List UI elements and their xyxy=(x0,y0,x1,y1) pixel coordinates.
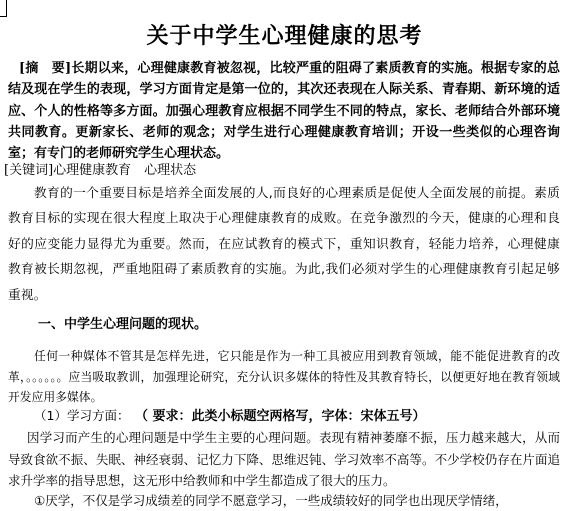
intro-paragraph: 教育的一个重要目标是培养全面发展的人,而良好的心理素质是促使人全面发展的前提。素质教育目标的实现在很大程度上取决于心理健康教育的成败。在竞争激烈的今天，健康的心理和良好的应变能力显得尤为重要。然而，在应试教育的模式下，重知识教育，轻能力培养，心理健康教育被长期忽视，严重地阻碍了素质教育的实施。为此,我们必须对学生的心理健康教育引起足够重视。 xyxy=(8,185,560,302)
media-paragraph: 任何一种媒体不管其是怎样先进，它只能是作为一种工具被应用到教育领域，能不能促进教育的改革，。。。。。。应当吸取教训，加强理论研究，充分认识多媒体的特性及其教育特长，以便更好地在教育领域开发应用多媒体。 xyxy=(8,349,560,404)
abstract-paragraph xyxy=(8,58,560,164)
abstract-label: [摘 要] xyxy=(19,61,72,76)
page-corner-mark xyxy=(0,0,7,17)
document-title: 关于中学生心理健康的思考 xyxy=(146,22,423,49)
keywords-label: [关键词] xyxy=(4,163,54,178)
subsection-label: （1）学习方面： xyxy=(34,408,130,423)
subsection-format-note: （ 要求：此类小标题空两格写，字体：宋体五号） xyxy=(141,409,426,424)
section-heading: 一、中学生心理问题的现状。 xyxy=(38,317,208,332)
abstract-text: 长期以来，心理健康教育被忽视，比较严重的阻碍了素质教育的实施。根据专家的总结及现在学生的表现，学习方面肯定是第一位的，其次还表现在人际关系、青春期、新环境的适应、个人的性格等多方面。加强心理教育应根据不同学生不同的特点，家长、老师结合外部环境共同教育。更新家长、老师的观念；对学生进行心理健康教育培训；开设一些类似的心理咨询室；有专门的老师研究学生心理状态。 xyxy=(8,61,560,162)
subsection-heading xyxy=(34,405,426,428)
keywords-line xyxy=(4,162,564,180)
study-paragraph: 因学习而产生的心理问题是中学生主要的心理问题。表现有精神萎靡不振，压力越来越大，从而导致食欲不振、失眠、神经衰弱、记忆力下降、思维迟钝、学习效率不高等。不少学校仍存在片面追求升学率的指导思想，这无形中给教师和中学生都造成了很大的压力。 xyxy=(8,430,560,488)
study-list-item: ①厌学，不仅是学习成绩差的同学不愿意学习，一些成绩较好的同学也出现厌学情绪， xyxy=(34,493,508,508)
keywords-text: 心理健康教育 心理状态 xyxy=(53,163,197,178)
